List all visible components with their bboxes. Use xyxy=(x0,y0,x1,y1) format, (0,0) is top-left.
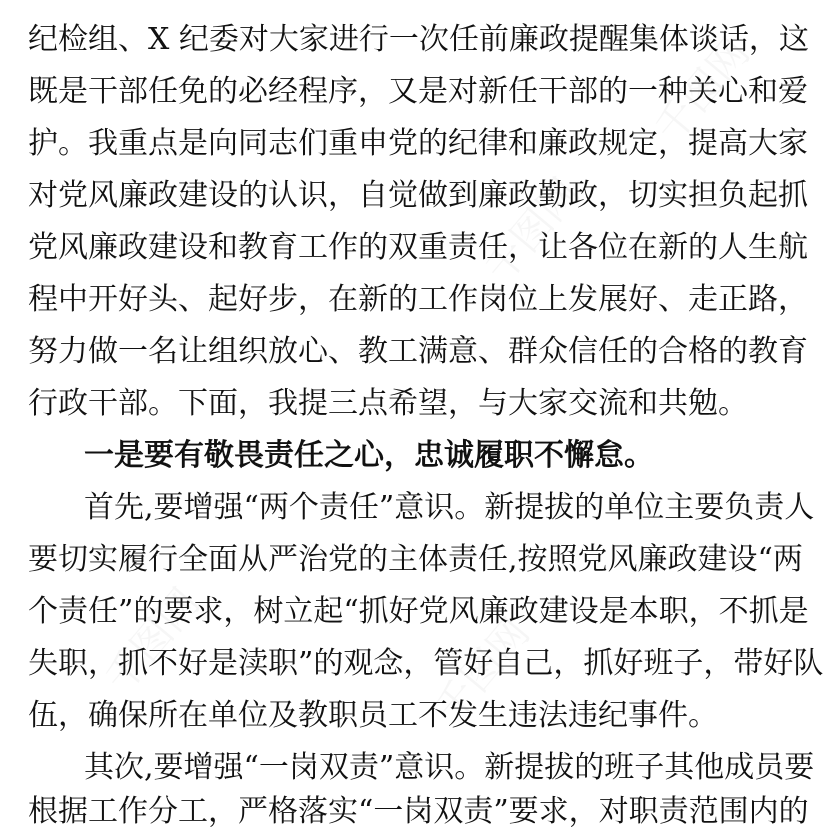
paragraph-line: 个责任”的要求，树立起“抓好党风廉政建设是本职，不抓是 xyxy=(28,594,809,629)
paragraph-line: 要切实履行全面从严治党的主体责任,按照党风廉政建设“两 xyxy=(28,542,803,577)
paragraph-line: 纪检组、X 纪委对大家进行一次任前廉政提醒集体谈话，这 xyxy=(28,22,809,57)
section-heading: 一是要有敬畏责任之心，忠诚履职不懈怠。 xyxy=(84,438,654,473)
paragraph-line: 行政干部。下面，我提三点希望，与大家交流和共勉。 xyxy=(28,386,748,421)
watermark: 千图网 xyxy=(646,30,759,152)
paragraph-line: 对党风廉政建设的认识，自觉做到廉政勤政，切实担负起抓 xyxy=(28,178,808,213)
paragraph-line: 其次,要增强“一岗双责”意识。新提拔的班子其他成员要 xyxy=(84,750,815,785)
paragraph-line: 努力做一名让组织放心、教工满意、群众信任的合格的教育 xyxy=(28,334,808,369)
paragraph-line: 程中开好头、起好步，在新的工作岗位上发展好、走正路， xyxy=(28,282,808,317)
paragraph-line: 伍，确保所在单位及教职员工不发生违法违纪事件。 xyxy=(28,698,718,733)
paragraph-line: 既是干部任免的必经程序，又是对新任干部的一种关心和爱 xyxy=(28,74,808,109)
paragraph-line: 失职，抓不好是渎职”的观念，管好自己，抓好班子，带好队 xyxy=(28,646,823,681)
paragraph-line: 首先,要增强“两个责任”意识。新提拔的单位主要负责人 xyxy=(84,490,815,525)
paragraph-line: 根据工作分工，严格落实“一岗双责”要求，对职责范围内的 xyxy=(28,794,809,829)
paragraph-line: 党风廉政建设和教育工作的双重责任，让各位在新的人生航 xyxy=(28,230,808,265)
watermark: 千图网 xyxy=(96,580,209,702)
paragraph-line: 护。我重点是向同志们重申党的纪律和廉政规定，提高大家 xyxy=(28,126,808,161)
watermark: 千图网 xyxy=(426,610,539,732)
watermark: 千图网 xyxy=(476,170,589,292)
